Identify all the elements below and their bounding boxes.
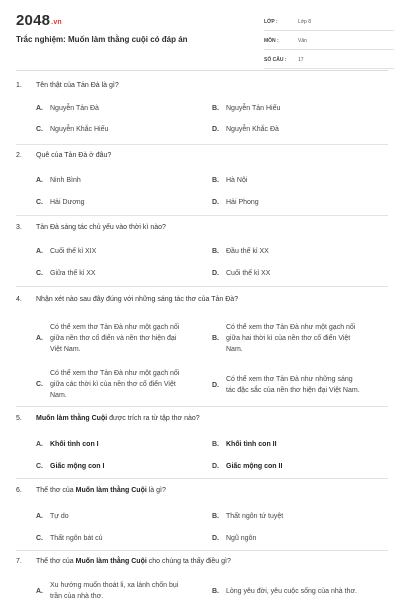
option-c[interactable]: C. Giữa thế kỉ XX bbox=[36, 270, 96, 277]
question-3 bbox=[16, 222, 388, 277]
meta-row-count bbox=[264, 52, 394, 69]
option-d[interactable]: D. Cuối thế kỉ XX bbox=[212, 270, 271, 277]
question-2 bbox=[16, 150, 388, 206]
option-d[interactable]: D. Ngũ ngôn bbox=[212, 535, 257, 542]
option-b[interactable]: B. Có thể xem thơ Tản Đà như một gạch nối giữa hai thời kì của nền thơ cổ điển Việt Nam. bbox=[212, 324, 356, 353]
option-text: Có thể xem thơ Tản Đà như những sáng tác đặc sắc của nền thơ hiện đại Việt Nam. bbox=[226, 376, 360, 394]
meta-row-subject bbox=[264, 33, 394, 50]
divider bbox=[16, 286, 388, 287]
option-text: Có thể xem thơ Tản Đà như một gạch nối giữa các thời kì của nền thơ cổ điển Việt Nam. bbox=[50, 370, 180, 399]
option-c[interactable]: C. Hải Dương bbox=[36, 199, 85, 206]
option-d[interactable]: D. Hải Phong bbox=[212, 199, 259, 206]
question-6 bbox=[16, 485, 388, 542]
option-text: Có thể xem thơ Tản Đà như một gạch nối giữa nền thơ cổ điển và nền thơ hiện đại Việt Nam. bbox=[50, 324, 180, 353]
option-a[interactable]: A. Tự do bbox=[36, 513, 69, 520]
question-text: 5. Muốn làm thằng Cuội được trích ra từ tập thơ nào? bbox=[16, 415, 200, 422]
option-a[interactable]: A. Cuối thế kỉ XIX bbox=[36, 248, 97, 255]
option-d[interactable]: D. Giấc mộng con II bbox=[212, 463, 283, 470]
question-text: 6. Thể thơ của Muốn làm thằng Cuội là gì? bbox=[16, 487, 166, 494]
divider bbox=[16, 215, 388, 216]
question-text: 2. Quê của Tản Đà ở đâu? bbox=[16, 152, 112, 159]
option-text: Có thể xem thơ Tản Đà như một gạch nối giữa hai thời kì của nền thơ cổ điển Việt Nam. bbox=[226, 324, 356, 353]
meta-label: LỚP : bbox=[264, 19, 278, 25]
question-text: 4. Nhận xét nào sau đây đúng với những sáng tác thơ của Tản Đà? bbox=[16, 296, 239, 303]
question-text: 3. Tản Đà sáng tác chủ yếu vào thời kì nào? bbox=[16, 224, 166, 231]
option-d[interactable]: D. Có thể xem thơ Tản Đà như những sáng tác đặc sắc của nền thơ hiện đại Việt Nam. bbox=[212, 376, 360, 394]
option-c[interactable]: C. Nguyễn Khắc Hiếu bbox=[36, 126, 109, 133]
option-text: Xu hướng muốn thoát li, xa lánh chốn bụi trần của nhà thơ. bbox=[50, 582, 179, 600]
quiz-title: Trắc nghiệm: Muốn làm thằng cuội có đáp án bbox=[16, 35, 188, 44]
option-c[interactable]: C. Giấc mộng con I bbox=[36, 463, 105, 470]
divider bbox=[16, 550, 388, 551]
option-a[interactable]: A. Có thể xem thơ Tản Đà như một gạch nối giữa nền thơ cổ điển và nền thơ hiện đại Việt Nam. bbox=[36, 324, 180, 353]
divider bbox=[16, 478, 388, 479]
option-a[interactable]: A. Xu hướng muốn thoát li, xa lánh chốn bụi trần của nhà thơ. bbox=[36, 582, 179, 600]
option-b[interactable]: B. Khối tình con II bbox=[212, 441, 277, 448]
question-1 bbox=[16, 80, 388, 133]
quiz-meta bbox=[264, 14, 394, 71]
header bbox=[16, 0, 388, 71]
option-a[interactable]: A. Ninh Bình bbox=[36, 177, 81, 184]
question-text: 1. Tên thật của Tản Đà là gì? bbox=[16, 82, 119, 89]
option-b[interactable]: B. Thất ngôn tứ tuyệt bbox=[212, 513, 284, 520]
option-b[interactable]: B. Nguyễn Tản Hiếu bbox=[212, 105, 281, 112]
meta-value: Văn bbox=[298, 38, 307, 44]
divider bbox=[16, 144, 388, 145]
option-a[interactable]: A. Nguyễn Tản Đà bbox=[36, 105, 99, 112]
question-5 bbox=[16, 413, 388, 470]
meta-value: 17 bbox=[298, 57, 304, 63]
divider bbox=[16, 406, 388, 407]
question-7 bbox=[16, 556, 388, 600]
option-b[interactable]: B. Hà Nội bbox=[212, 177, 248, 184]
site-logo[interactable]: 2048.vn bbox=[16, 12, 62, 29]
option-a[interactable]: A. Khối tình con I bbox=[36, 441, 99, 448]
option-c[interactable]: C. Thất ngôn bát cú bbox=[36, 535, 103, 542]
meta-label: MÔN : bbox=[264, 38, 279, 44]
meta-label: SỐ CÂU : bbox=[264, 57, 287, 63]
option-d[interactable]: D. Nguyễn Khắc Đà bbox=[212, 126, 279, 133]
question-4 bbox=[16, 294, 388, 399]
question-text: 7. Thể thơ của Muốn làm thằng Cuội cho chúng ta thấy điều gì? bbox=[16, 558, 231, 565]
option-b[interactable]: B. Lòng yêu đời, yêu cuộc sống của nhà thơ. bbox=[212, 588, 357, 595]
option-c[interactable]: C. Có thể xem thơ Tản Đà như một gạch nối giữa các thời kì của nền thơ cổ điển Việt Nam. bbox=[36, 370, 180, 399]
meta-value: Lớp 8 bbox=[298, 19, 312, 25]
option-b[interactable]: B. Đầu thế kỉ XX bbox=[212, 248, 269, 255]
meta-row-grade bbox=[264, 14, 394, 31]
